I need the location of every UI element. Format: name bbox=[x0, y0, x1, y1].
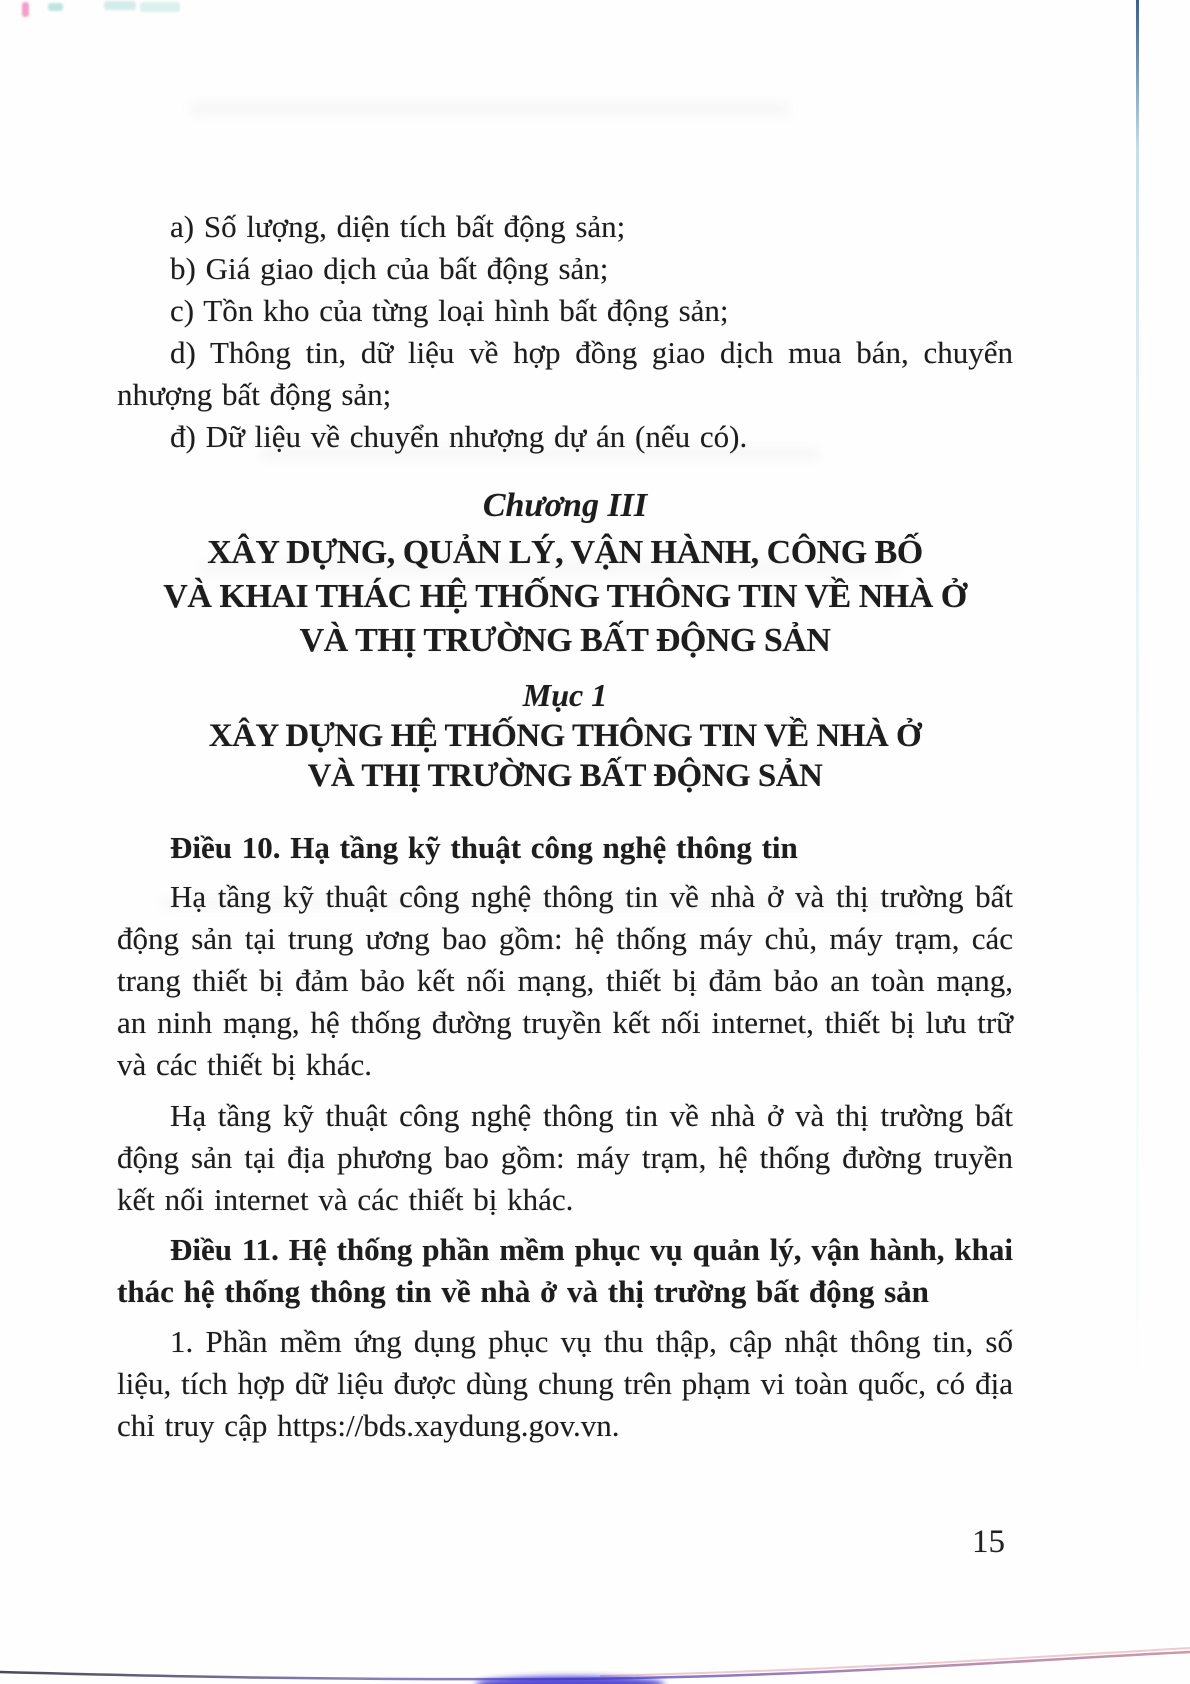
scan-smudge-pink bbox=[22, 2, 29, 17]
article-11-paragraph: 1. Phần mềm ứng dụng phục vụ thu thập, cập nhật thông tin, số liệu, tích hợp dữ liệu được dùng chung trên phạm vi toàn quốc, có địa chỉ truy cập https://bds.xaydung.gov.vn. bbox=[117, 1324, 1013, 1443]
clause-list bbox=[117, 206, 1013, 458]
text-block bbox=[117, 0, 1013, 1447]
article-10-paragraph: Hạ tầng kỹ thuật công nghệ thông tin về nhà ở và thị trường bất động sản tại trung ương bao gồm: hệ thống máy chủ, máy trạm, các trang thiết bị đảm bảo kết nối mạng, thiết bị đảm bảo an toàn mạng, an ninh mạng, hệ thống đường truyền kết nối internet, thiết bị lưu trữ và các thiết bị khác. bbox=[117, 879, 1013, 1082]
list-item-d: d) Thông tin, dữ liệu về hợp đồng giao dịch mua bán, chuyển nhượng bất động sản; bbox=[117, 335, 1013, 412]
scan-right-edge-line bbox=[1136, 0, 1139, 1470]
chapter-title bbox=[117, 531, 1013, 663]
article-10-heading: Điều 10. Hạ tầng kỹ thuật công nghệ thông tin bbox=[170, 830, 798, 865]
list-item-a: a) Số lượng, diện tích bất động sản; bbox=[170, 209, 626, 244]
chapter-title-line: XÂY DỰNG, QUẢN LÝ, VẬN HÀNH, CÔNG BỐ bbox=[207, 534, 923, 571]
scan-smudge-teal bbox=[48, 3, 63, 11]
section-title-line: VÀ THỊ TRƯỜNG BẤT ĐỘNG SẢN bbox=[307, 758, 823, 794]
article-10-paragraph: Hạ tầng kỹ thuật công nghệ thông tin về nhà ở và thị trường bất động sản tại địa phương bao gồm: máy trạm, hệ thống đường truyền kết nối internet và các thiết bị khác. bbox=[117, 1098, 1013, 1217]
section-label: Mục 1 bbox=[522, 677, 608, 713]
list-item-b: b) Giá giao dịch của bất động sản; bbox=[170, 251, 609, 286]
chapter-label: Chương III bbox=[482, 487, 648, 524]
page-number: 15 bbox=[972, 1524, 1005, 1560]
chapter-title-line: VÀ KHAI THÁC HỆ THỐNG THÔNG TIN VỀ NHÀ Ở bbox=[163, 578, 967, 615]
article-11-heading: Điều 11. Hệ thống phần mềm phục vụ quản lý, vận hành, khai thác hệ thống thông tin về nhà ở và thị trường bất động sản bbox=[117, 1232, 1013, 1309]
section-title bbox=[117, 716, 1013, 796]
list-item-dd: đ) Dữ liệu về chuyển nhượng dự án (nếu có). bbox=[170, 419, 748, 454]
chapter-title-line: VÀ THỊ TRƯỜNG BẤT ĐỘNG SẢN bbox=[299, 622, 831, 659]
scan-bottom-edge bbox=[0, 1634, 1190, 1684]
list-item-c: c) Tồn kho của từng loại hình bất động sản; bbox=[170, 293, 729, 328]
section-title-line: XÂY DỰNG HỆ THỐNG THÔNG TIN VỀ NHÀ Ở bbox=[208, 718, 922, 754]
